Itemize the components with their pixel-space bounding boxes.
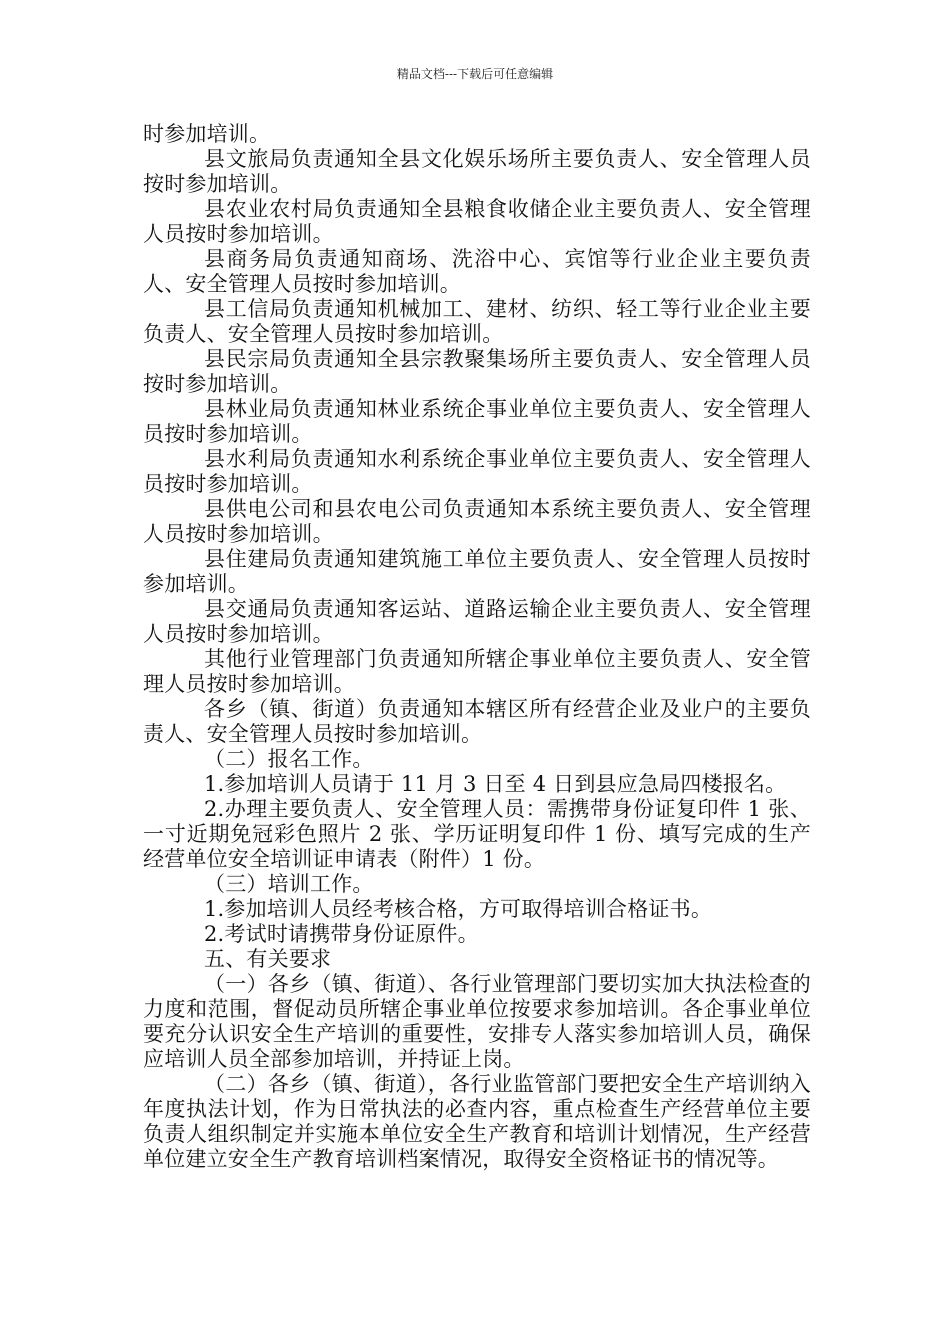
paragraph: 县工信局负责通知机械加工、建材、纺织、轻工等行业企业主要负责人、安全管理人员按时参加培训。: [143, 297, 811, 346]
paragraph: 其他行业管理部门负责通知所辖企事业单位主要负责人、安全管理人员按时参加培训。: [143, 647, 811, 696]
paragraph: （二）各乡（镇、街道），各行业监管部门要把安全生产培训纳入年度执法计划，作为日常执法的必查内容，重点检查生产经营单位主要负责人组织制定并实施本单位安全生产教育和培训计划情况，生产经营单位建立安全生产教育培训档案情况，取得安全资格证书的情况等。: [143, 1072, 811, 1171]
paragraph: 县林业局负责通知林业系统企事业单位主要负责人、安全管理人员按时参加培训。: [143, 397, 811, 446]
section-heading: 五、有关要求: [204, 947, 332, 971]
paragraph: 2.考试时请携带身份证原件。: [204, 922, 479, 946]
paragraph: 县交通局负责通知客运站、道路运输企业主要负责人、安全管理人员按时参加培训。: [143, 597, 811, 646]
paragraph: 县水利局负责通知水利系统企事业单位主要负责人、安全管理人员按时参加培训。: [143, 447, 811, 496]
document-body: [143, 122, 811, 1172]
paragraph: 1.参加培训人员请于 11 月 3 日至 4 日到县应急局四楼报名。: [204, 772, 787, 796]
paragraph: 县商务局负责通知商场、洗浴中心、宾馆等行业企业主要负责人、安全管理人员按时参加培训。: [143, 247, 811, 296]
section-heading: （三）培训工作。: [204, 872, 374, 896]
paragraph: 2.办理主要负责人、安全管理人员：需携带身份证复印件 1 张、一寸近期免冠彩色照片 2 张、学历证明复印件 1 份、填写完成的生产经营单位安全培训证申请表（附件）1 份。: [143, 797, 811, 871]
paragraph: 县农业农村局负责通知全县粮食收储企业主要负责人、安全管理人员按时参加培训。: [143, 197, 811, 246]
paragraph: 县民宗局负责通知全县宗教聚集场所主要负责人、安全管理人员按时参加培训。: [143, 347, 811, 396]
paragraph: （一）各乡（镇、街道）、各行业管理部门要切实加大执法检查的力度和范围，督促动员所辖企事业单位按要求参加培训。各企事业单位要充分认识安全生产培训的重要性，安排专人落实参加培训人员，确保应培训人员全部参加培训，并持证上岗。: [143, 972, 811, 1071]
paragraph: 各乡（镇、街道）负责通知本辖区所有经营企业及业户的主要负责人、安全管理人员按时参加培训。: [143, 697, 811, 746]
paragraph: 1.参加培训人员经考核合格，方可取得培训合格证书。: [204, 897, 713, 921]
paragraph: 县文旅局负责通知全县文化娱乐场所主要负责人、安全管理人员按时参加培训。: [143, 147, 811, 196]
paragraph: 县住建局负责通知建筑施工单位主要负责人、安全管理人员按时参加培训。: [143, 547, 811, 596]
paragraph: 县供电公司和县农电公司负责通知本系统主要负责人、安全管理人员按时参加培训。: [143, 497, 811, 546]
page-header: 精品文档---下载后可任意编辑: [396, 67, 554, 81]
section-heading: （二）报名工作。: [204, 747, 374, 771]
paragraph: 时参加培训。: [143, 122, 271, 146]
